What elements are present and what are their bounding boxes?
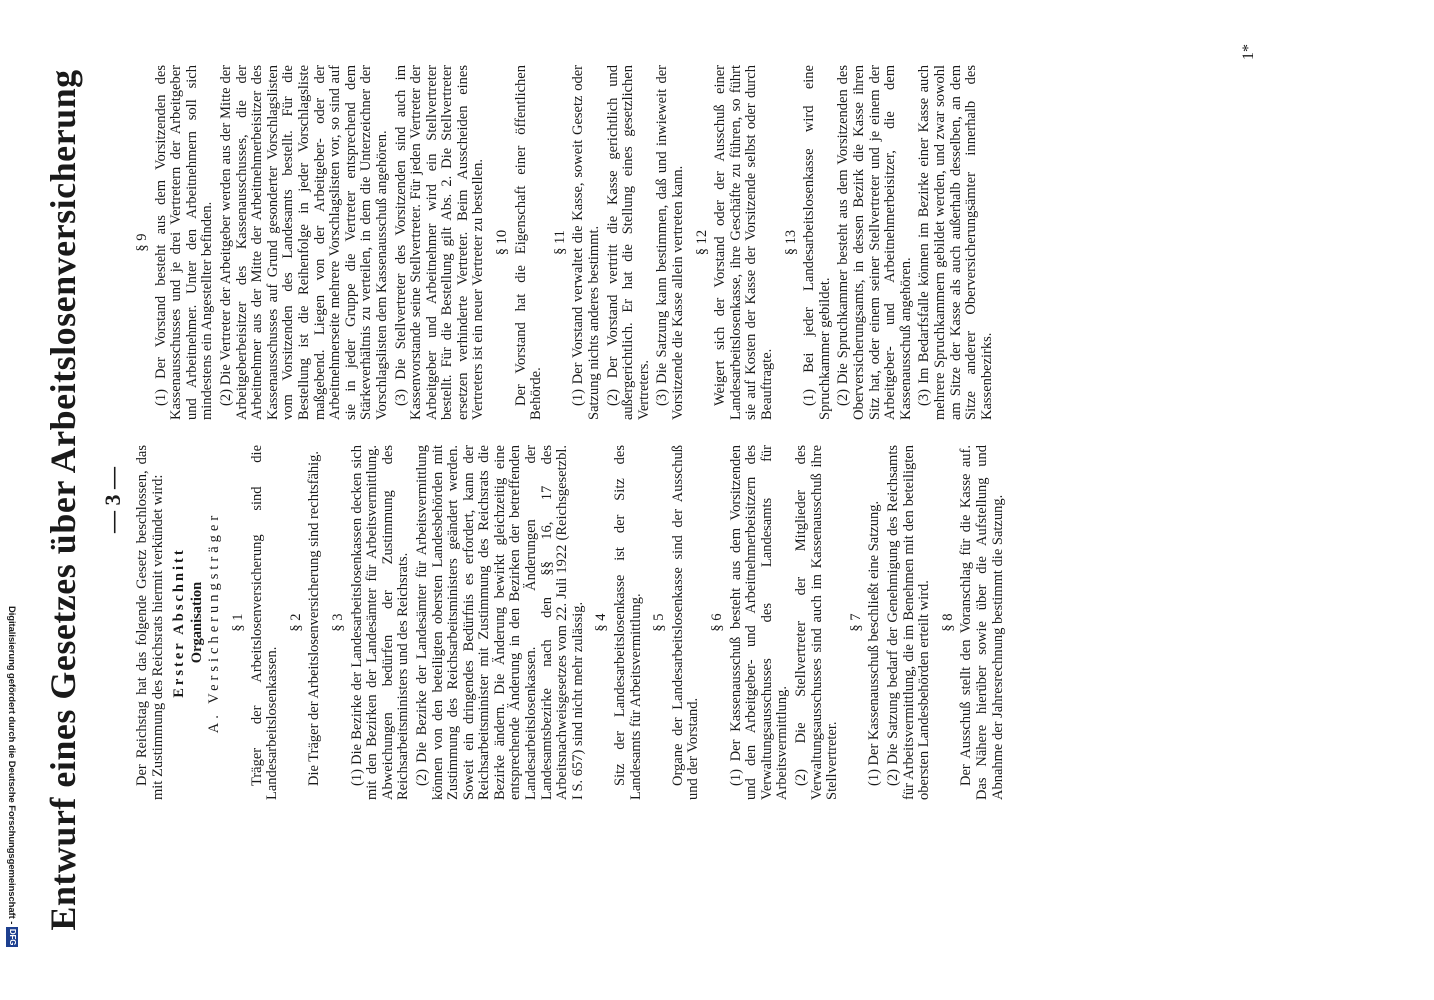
paragraph: (3) Die Stellvertreter des Vorsitzenden sind auch im Kassenvorstande seine Stellvertreter. Für jeden Vertreter der Arbeitgeber und Arbeitnehmer wird ein Stellvertreter bestellt. Für die Bestellung gilt Abs. 2. Die Stellvertreter ersetzen verhinderte Vertreter. Beim Ausscheiden eines Vertreters ist ein neuer Vertreter zu bestellen.	[392, 65, 487, 420]
section-number: § 9	[134, 233, 150, 252]
paragraph: Organe der Landesarbeitslosenkasse sind der Ausschuß und der Vorstand.	[669, 445, 702, 800]
section-number: § 11	[551, 230, 568, 255]
paragraph: Der Ausschuß stellt den Voranschlag für die Kasse auf. Das Nähere hierüber sowie über die Aufstellung und Abnahme der Jahresrechnung bestimmt die Satzung.	[958, 445, 1006, 800]
section-number: § 1	[229, 613, 246, 632]
paragraph: Weigert sich der Vorstand oder der Ausschuß einer Landesarbeitslosenkasse, ihre Geschäfte zu führen, so führt sie auf Kosten der Kasse der Vorsitzende selbst oder durch Beauftragte.	[712, 65, 775, 420]
section-number: § 3	[329, 613, 346, 632]
paragraph: Die Träger der Arbeitslosenversicherung sind rechtsfähig.	[306, 450, 323, 786]
section-number: § 6	[709, 613, 725, 632]
credit-text: Digitalisierung gefördert durch die Deutsche Forschungsgemeinschaft -	[6, 606, 17, 925]
paragraph: (1) Der Kassenausschuß besteht aus dem Vorsitzenden und den Arbeitgeber- und Arbeitnehmerbeisitzern des Verwaltungsausschusses des Landesamts für Arbeitsvermittlung.	[727, 445, 791, 800]
section-number: § 4	[593, 613, 610, 632]
section-number: § 5	[651, 613, 668, 632]
paragraph: (2) Die Stellvertreter der Mitglieder des Verwaltungsausschusses sind auch im Kassenausschuß ihre Stellvertreter.	[792, 445, 841, 800]
section-number: § 7	[847, 613, 864, 632]
paragraph: (3) Im Bedarfsfalle können im Bezirke einer Kasse auch mehrere Spruchkammern gebildet werden, und zwar sowohl am Sitze der Kasse als auch außerhalb desselben, an dem Sitze anderer Oberversicherungsämter innerhalb des Kassenbezirks.	[916, 65, 995, 420]
paragraph: (2) Die Satzung bedarf der Genehmigung des Reichsamts für Arbeitsvermittlung, die im Benehmen mit den beteiligten obersten Landesbehörden erteilt wird.	[884, 445, 933, 800]
signature-mark: 1*	[1240, 44, 1257, 60]
paragraph: Der Vorstand hat die Eigenschaft einer öffentlichen Behörde.	[512, 65, 545, 420]
paragraph: (1) Der Vorstand verwaltet die Kasse, soweit Gesetz oder Satzung nichts anderes bestimmt.	[570, 65, 603, 420]
dfg-logo: DFG	[7, 928, 17, 946]
section-number: § 12	[693, 229, 710, 256]
paragraph: (2) Die Vertreter der Arbeitgeber werden aus der Mitte der Arbeitgeberbeisitzer des Kassenausschusses, die der Arbeitnehmer aus der Mitte der Arbeitnehmerbeisitzer des Kassenausschusses auf Grund gesonderter Vorschlagslisten vom Vorsitzenden des Landesamts bestellt. Für die Bestellung ist die Reihenfolge in jeder Vorschlagsliste maßgebend. Liegen von der Arbeitgeber- oder der Arbeitnehmerseite mehrere Vorschlagslisten vor, so sind auf sie in jeder Gruppe die Vertreter entsprechend dem Stärkeverhältnis zu verteilen, in dem die Unterzeichner der Vorschlagslisten dem Kassenausschuß angehören.	[217, 65, 390, 420]
section-number: § 8	[939, 613, 956, 632]
paragraph: (2) Der Vorstand vertritt die Kasse gerichtlich und außergerichtlich. Er hat die Stellung eines gesetzlichen Vertreters.	[604, 65, 652, 420]
paragraph: Träger der Arbeitslosenversicherung sind die Landesarbeitslosenkassen.	[248, 445, 281, 800]
paragraph: (2) Die Bezirke der Landesämter für Arbeitsvermittlung können von den beteiligten obersten Landesbehörden mit Zustimmung des Reichsarbeitsministers geändert werden. Soweit ein dringendes Bedürfnis es erfordert, kann der Reichsarbeitsminister mit Zustimmung des Reichsrats die Bezirke ändern. Die Änderung bewirkt gleichzeitig eine entsprechende Änderung in den Bezirken der betreffenden Landesarbeitslosenkassen. Änderungen der Landesamtsbezirke nach den §§ 16, 17 des Arbeitsnachweisgesetzes vom 22. Juli 1922 (Reichsgesetzbl. I S. 657) sind nicht mehr zulässig.	[413, 445, 586, 800]
paragraph: (3) Die Satzung kann bestimmen, daß und inwieweit der Vorsitzende die Kasse allein vertreten kann.	[654, 65, 686, 420]
section-a-heading: A. Versicherungsträger	[206, 511, 223, 734]
paragraph: (2) Die Spruchkammer besteht aus dem Vorsitzenden des Oberversicherungsamts, in dessen Bezirk die Kasse ihren Sitz hat, oder einem seiner Stellvertreter und je einem der Arbeitgeber- und Arbeitnehmerbeisitzer, die dem Kassenausschuß angehören.	[835, 65, 914, 420]
page-title: Entwurf eines Gesetzes über Arbeitslosenversicherung	[43, 69, 83, 931]
page-number: — 3 —	[100, 467, 125, 533]
section-number: § 13	[782, 229, 799, 256]
paragraph: (1) Die Bezirke der Landesarbeitslosenkassen decken sich mit den Bezirken der Landesämter für Arbeitsvermittlung. Abweichungen bedürfen der Zustimmung des Reichsarbeitsministers und des Reichsrats.	[348, 445, 412, 800]
paragraph: (1) Der Kassenausschuß beschließt eine Satzung.	[866, 500, 883, 786]
intro-paragraph: Der Reichstag hat das folgende Gesetz beschlossen, das mit Zustimmung des Reichsrats hiermit verkündet wird:	[134, 445, 166, 800]
paragraph: (1) Bei jeder Landesarbeitslosenkasse wird eine Spruchkammer gebildet.	[801, 65, 833, 420]
left-column	[135, 445, 1009, 800]
section-number: § 10	[494, 229, 511, 256]
paragraph: (1) Der Vorstand besteht aus dem Vorsitzenden des Kassenausschusses und je drei Vertretern der Arbeitgeber und Arbeitnehmer. Unter den Arbeitnehmern soll sich mindestens ein Angestellter befinden.	[152, 65, 216, 420]
paragraph: Sitz der Landesarbeitslosenkasse ist der Sitz des Landesamts für Arbeitsvermittlung.	[612, 445, 644, 800]
digitization-credit	[3, 606, 19, 994]
part-heading: Erster Abschnitt	[171, 547, 188, 698]
right-column	[135, 65, 998, 420]
section-number: § 2	[287, 613, 304, 632]
part-subheading: Organisation	[188, 581, 205, 664]
